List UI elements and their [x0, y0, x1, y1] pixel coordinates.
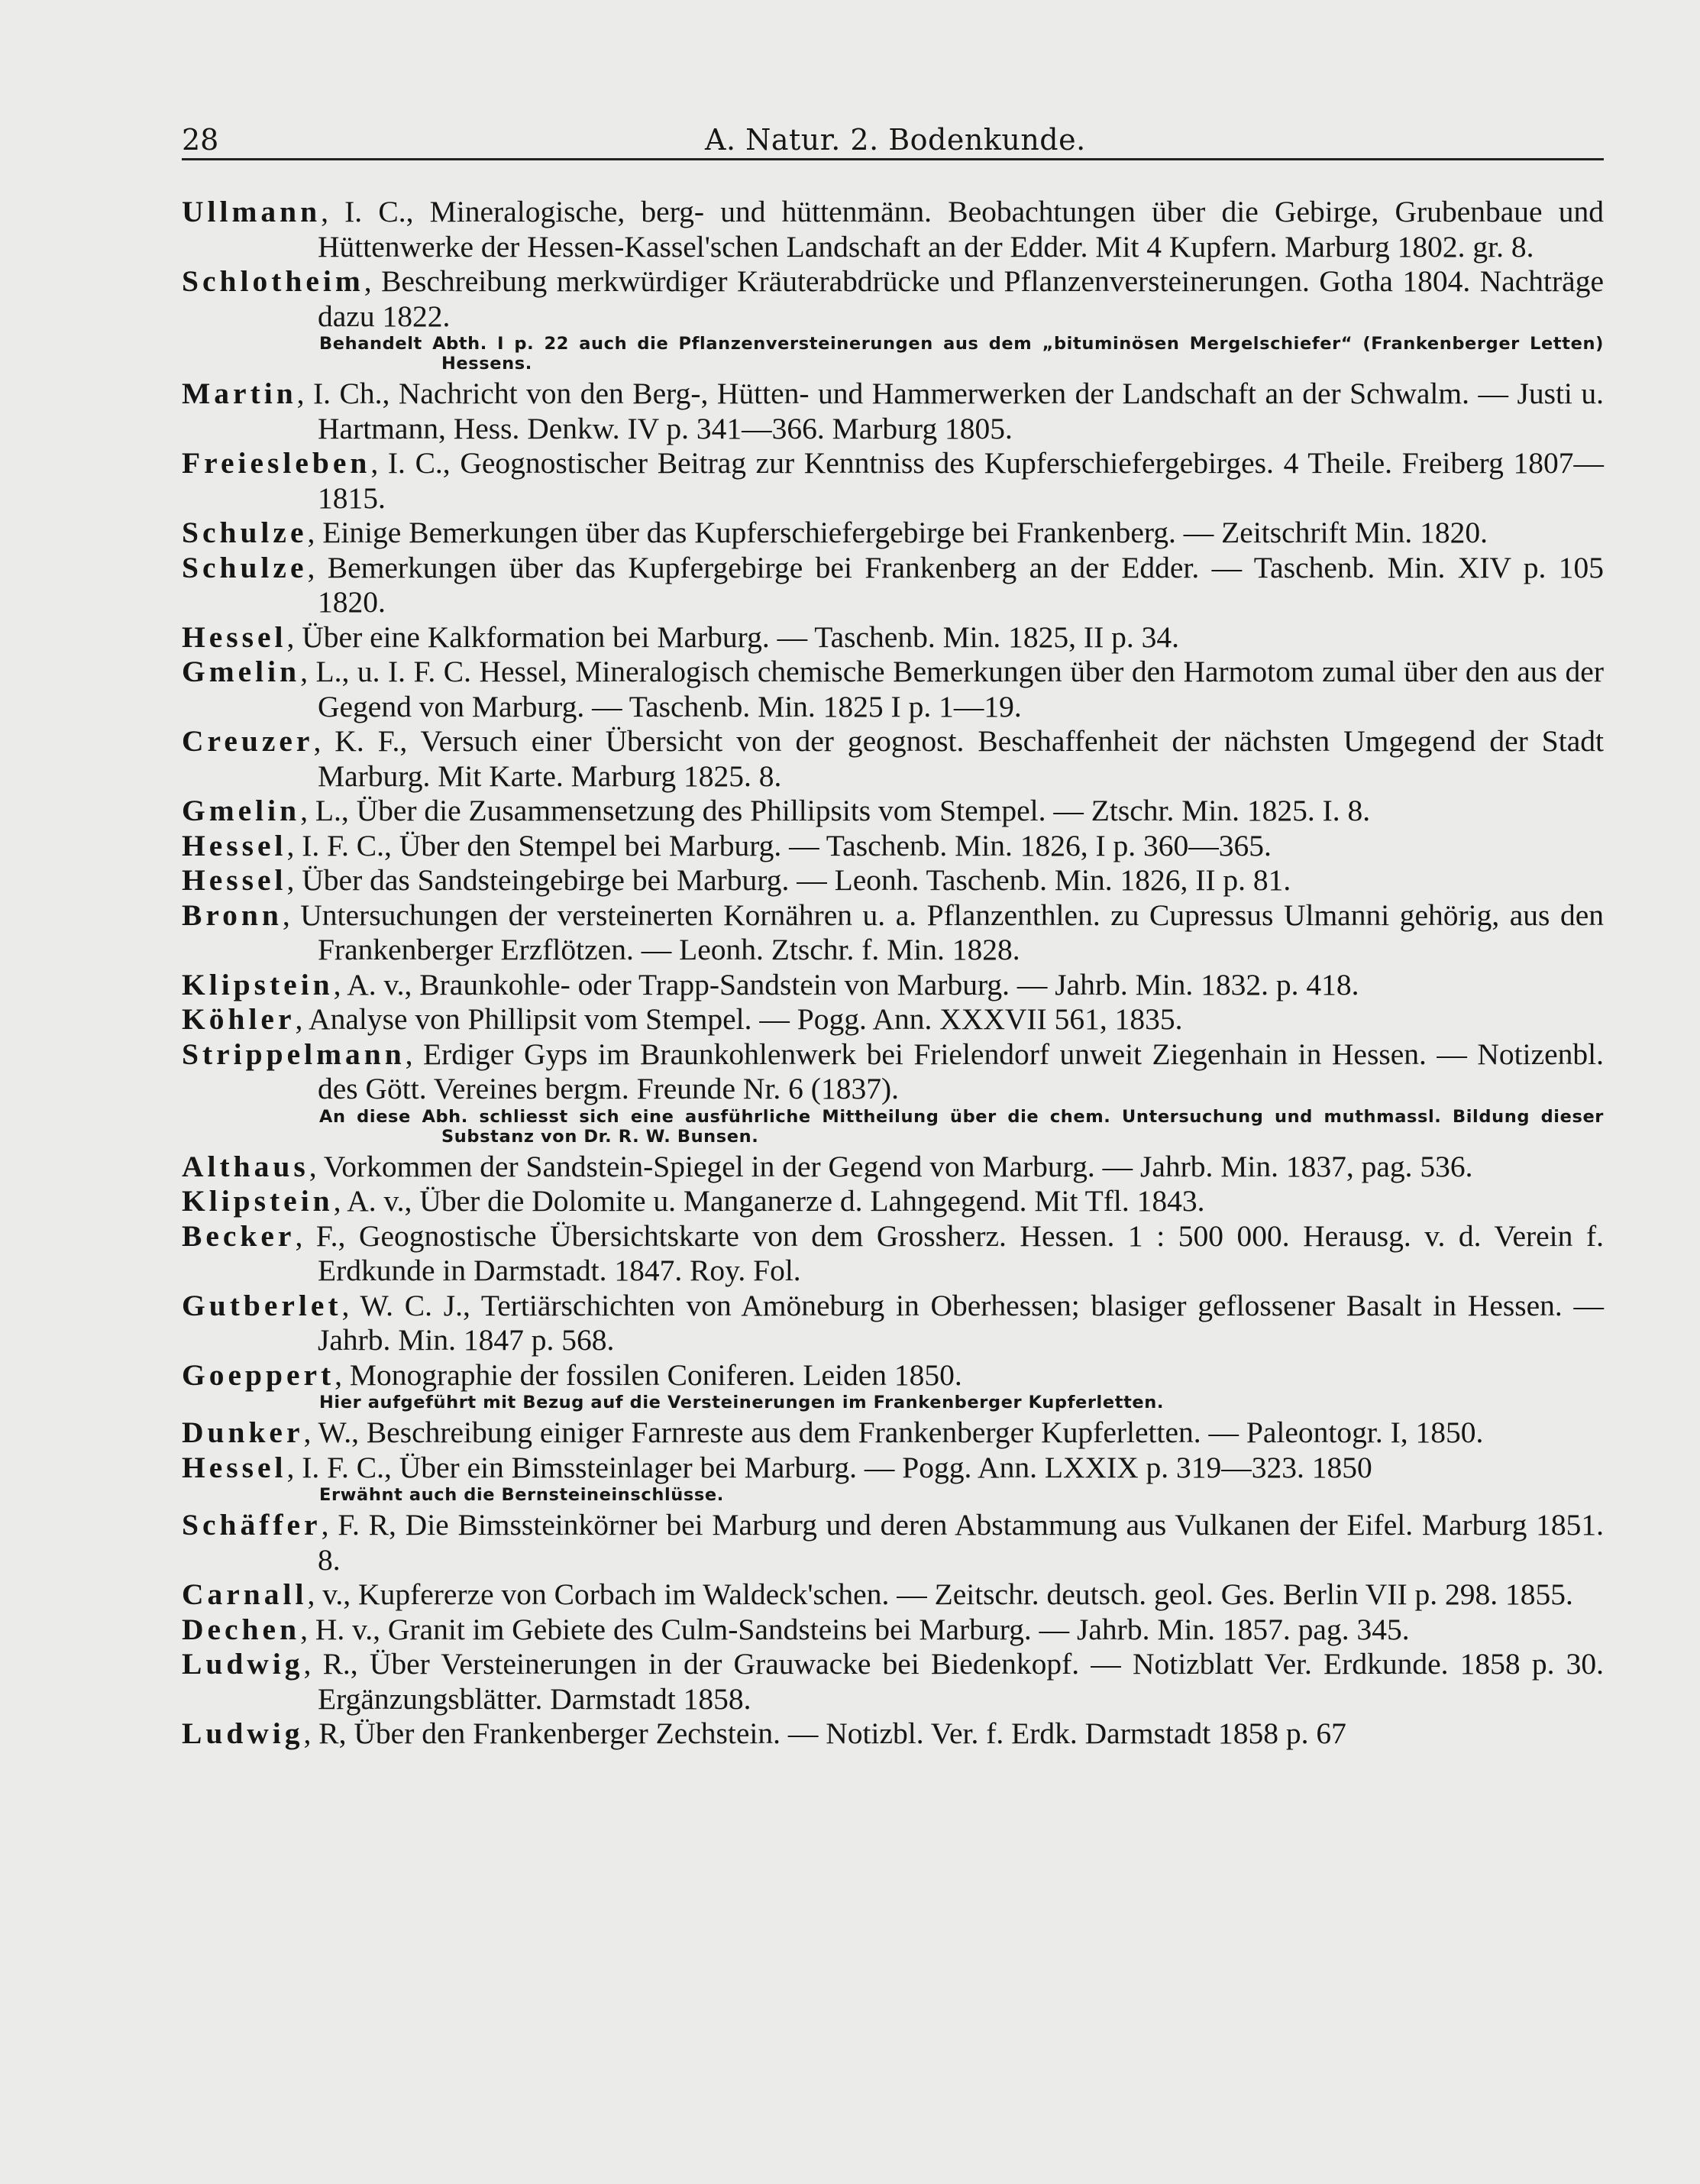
- entry-author: Hessel: [182, 863, 287, 897]
- bibliography-entry: [182, 1577, 1604, 1613]
- entry-text: , I. C., Mineralogische, berg- und hüttenmänn. Beobachtungen über die Gebirge, Grubenbaue und Hüttenwerke der Hessen-Kassel'schen Landschaft an der Edder. Mit 4 Kupfern. Marburg 1802. gr. 8.: [318, 195, 1604, 264]
- entry-author: Freiesleben: [182, 446, 371, 480]
- entry-text: , Monographie der fossilen Coniferen. Leiden 1850.: [335, 1357, 962, 1392]
- running-head: [182, 121, 1604, 159]
- entry-author: Hessel: [182, 828, 287, 862]
- entry-author: Schlotheim: [182, 264, 364, 298]
- bibliography-entry: [182, 1613, 1604, 1648]
- annotation-note: Hier aufgeführt mit Bezug auf die Versteinerungen im Frankenberger Kupferletten.: [319, 1393, 1165, 1412]
- entry-text: , R, Über den Frankenberger Zechstein. — Notizbl. Ver. f. Erdk. Darmstadt 1858 p. 67: [303, 1716, 1346, 1750]
- entry-author: Creuzer: [182, 724, 314, 758]
- entry-text: , v., Kupfererze von Corbach im Waldeck'schen. — Zeitschr. deutsch. geol. Ges. Berlin VII p. 298. 1855.: [307, 1577, 1573, 1611]
- header-rule: [182, 158, 1604, 160]
- entry-text: , Über eine Kalkformation bei Marburg. — Taschenb. Min. 1825, II p. 34.: [286, 620, 1179, 654]
- bibliography-entry: [182, 264, 1604, 334]
- entry-author: Gmelin: [182, 794, 301, 827]
- entry-text: , I. F. C., Über ein Bimssteinlager bei Marburg. — Pogg. Ann. LXXIX p. 319—323. 1850: [286, 1450, 1372, 1484]
- annotation-note: An diese Abh. schliesst sich eine ausführliche Mittheilung über die chem. Untersuchung und muthmassl. Bildung dieser Substanz von Dr. R. W. Bunsen.: [319, 1106, 1604, 1147]
- entry-text: , Vorkommen der Sandstein-Spiegel in der Gegend von Marburg. — Jahrb. Min. 1837, pag. 536.: [309, 1149, 1473, 1183]
- entry-text: , L., Über die Zusammensetzung des Phillipsits vom Stempel. — Ztschr. Min. 1825. I. 8.: [300, 794, 1371, 827]
- entry-text: , Über das Sandsteingebirge bei Marburg. — Leonh. Taschenb. Min. 1826, II p. 81.: [286, 863, 1291, 897]
- bibliography-entry: [182, 1289, 1604, 1358]
- bibliography-entry: [182, 794, 1604, 829]
- entry-text: , Erdiger Gyps im Braunkohlenwerk bei Frielendorf unweit Ziegenhain in Hessen. — Notizenbl. des Gött. Vereines bergm. Freunde Nr. 6 (1837).: [318, 1037, 1604, 1105]
- bibliography-entry: [182, 898, 1604, 968]
- entry-author: Carnall: [182, 1577, 308, 1611]
- bibliography-entry: [182, 724, 1604, 794]
- entry-text: , A. v., Braunkohle- oder Trapp-Sandstein von Marburg. — Jahrb. Min. 1832. p. 418.: [333, 967, 1359, 1001]
- entry-text: , I. F. C., Über den Stempel bei Marburg. — Taschenb. Min. 1826, I p. 360—365.: [286, 828, 1272, 862]
- entry-author: Hessel: [182, 620, 287, 654]
- bibliography-entry: [182, 655, 1604, 724]
- bibliography-entry: [182, 1647, 1604, 1716]
- entry-text: , I. Ch., Nachricht von den Berg-, Hütten- und Hammerwerken der Landschaft an der Schwalm. — Justi u. Hartmann, Hess. Denkw. IV p. 341—366. Marburg 1805.: [296, 377, 1604, 445]
- entry-author: Hessel: [182, 1450, 287, 1484]
- entry-text: , I. C., Geognostischer Beitrag zur Kenntniss des Kupferschiefergebirges. 4 Theile. Freiberg 1807—1815.: [318, 446, 1604, 515]
- entry-author: Köhler: [182, 1002, 296, 1036]
- bibliography-entry: [182, 377, 1604, 446]
- entry-text: , R., Über Versteinerungen in der Grauwacke bei Biedenkopf. — Notizblatt Ver. Erdkunde. 1858 p. 30. Ergänzungsblätter. Darmstadt 1858.: [303, 1647, 1604, 1716]
- entry-author: Martin: [182, 377, 297, 410]
- entry-text: , L., u. I. F. C. Hessel, Mineralogisch chemische Bemerkungen über den Harmotom zumal über den aus der Gegend von Marburg. — Taschenb. Min. 1825 I p. 1—19.: [300, 655, 1604, 723]
- entry-author: Ludwig: [182, 1647, 304, 1681]
- entry-author: Schulze: [182, 550, 308, 584]
- entry-author: Strippelmann: [182, 1037, 406, 1071]
- page-number: 28: [182, 123, 219, 157]
- entry-author: Klipstein: [182, 967, 334, 1001]
- entry-author: Goeppert: [182, 1357, 335, 1392]
- entry-text: , F., Geognostische Übersichtskarte von dem Grossherz. Hessen. 1 : 500 000. Herausg. v. d. Verein f. Erdkunde in Darmstadt. 1847. Roy. Fol.: [295, 1218, 1604, 1287]
- bibliography-entry: [182, 620, 1604, 655]
- annotation-note: Behandelt Abth. I p. 22 auch die Pflanzenversteinerungen aus dem „bituminösen Mergelschiefer“ (Frankenberger Letten) Hessens.: [319, 334, 1604, 374]
- entry-author: Dechen: [182, 1612, 301, 1646]
- entry-author: Becker: [182, 1218, 296, 1253]
- bibliography-entry: [182, 446, 1604, 516]
- running-title: A. Natur. 2. Bodenkunde.: [705, 123, 1086, 157]
- bibliography-entry: [182, 1508, 1604, 1577]
- entry-text: , H. v., Granit im Gebiete des Culm-Sandsteins bei Marburg. — Jahrb. Min. 1857. pag. 345.: [300, 1612, 1410, 1646]
- entry-author: Gmelin: [182, 655, 301, 688]
- entry-author: Dunker: [182, 1416, 304, 1449]
- bibliography-entry: [182, 1150, 1604, 1185]
- bibliography-entry: [182, 1451, 1604, 1486]
- annotation-note: Erwähnt auch die Bernsteineinschlüsse.: [319, 1485, 724, 1505]
- entry-text: , A. v., Über die Dolomite u. Manganerze d. Lahngegend. Mit Tfl. 1843.: [333, 1184, 1205, 1218]
- entry-text: , Analyse von Phillipsit vom Stempel. — Pogg. Ann. XXXVII 561, 1835.: [295, 1002, 1183, 1036]
- bibliography-entry: [182, 1219, 1604, 1289]
- entry-text: , F. R, Die Bimssteinkörner bei Marburg und deren Abstammung aus Vulkanen der Eifel. Marburg 1851. 8.: [318, 1508, 1604, 1577]
- bibliography-entry: [182, 1716, 1604, 1752]
- entry-text: , K. F., Versuch einer Übersicht von der geognost. Beschaffenheit der nächsten Umgegend der Stadt Marburg. Mit Karte. Marburg 1825. 8.: [313, 724, 1604, 793]
- bibliography-entry: [182, 1416, 1604, 1451]
- entry-author: Gutberlet: [182, 1288, 342, 1322]
- bibliography-entry: [182, 551, 1604, 620]
- entry-author: Schulze: [182, 516, 308, 549]
- bibliography-entry: [182, 195, 1604, 264]
- entry-author: Schäffer: [182, 1508, 322, 1542]
- entry-author: Ludwig: [182, 1716, 304, 1750]
- entry-text: , W., Beschreibung einiger Farnreste aus dem Frankenberger Kupferletten. — Paleontogr. I, 1850.: [303, 1416, 1484, 1449]
- bibliography-entry: [182, 1037, 1604, 1107]
- entry-text: , Untersuchungen der versteinerten Kornähren u. a. Pflanzenthlen. zu Cupressus Ulmanni gehörig, aus den Frankenberger Erzflötzen. — Leonh. Ztschr. f. Min. 1828.: [282, 898, 1604, 966]
- entry-text: , Bemerkungen über das Kupfergebirge bei Frankenberg an der Edder. — Taschenb. Min. XIV p. 105 1820.: [307, 550, 1604, 619]
- entry-text: , Beschreibung merkwürdiger Kräuterabdrücke und Pflanzenversteinerungen. Gotha 1804. Nachträge dazu 1822.: [318, 264, 1604, 333]
- bibliography-entry: [182, 863, 1604, 898]
- bibliography-list: [182, 195, 1604, 1752]
- bibliography-entry: [182, 968, 1604, 1003]
- entry-author: Ullmann: [182, 195, 322, 228]
- entry-text: , Einige Bemerkungen über das Kupferschiefergebirge bei Frankenberg. — Zeitschrift Min. 1820.: [307, 516, 1488, 549]
- bibliography-entry: [182, 1002, 1604, 1037]
- entry-author: Althaus: [182, 1149, 309, 1183]
- bibliography-entry: [182, 829, 1604, 864]
- bibliography-entry: [182, 1184, 1604, 1219]
- entry-author: Bronn: [182, 898, 283, 932]
- bibliography-entry: [182, 516, 1604, 551]
- entry-author: Klipstein: [182, 1184, 334, 1218]
- entry-text: , W. C. J., Tertiärschichten von Amöneburg in Oberhessen; blasiger geflossener Basalt in Hessen. — Jahrb. Min. 1847 p. 568.: [318, 1288, 1604, 1357]
- bibliography-entry: [182, 1358, 1604, 1393]
